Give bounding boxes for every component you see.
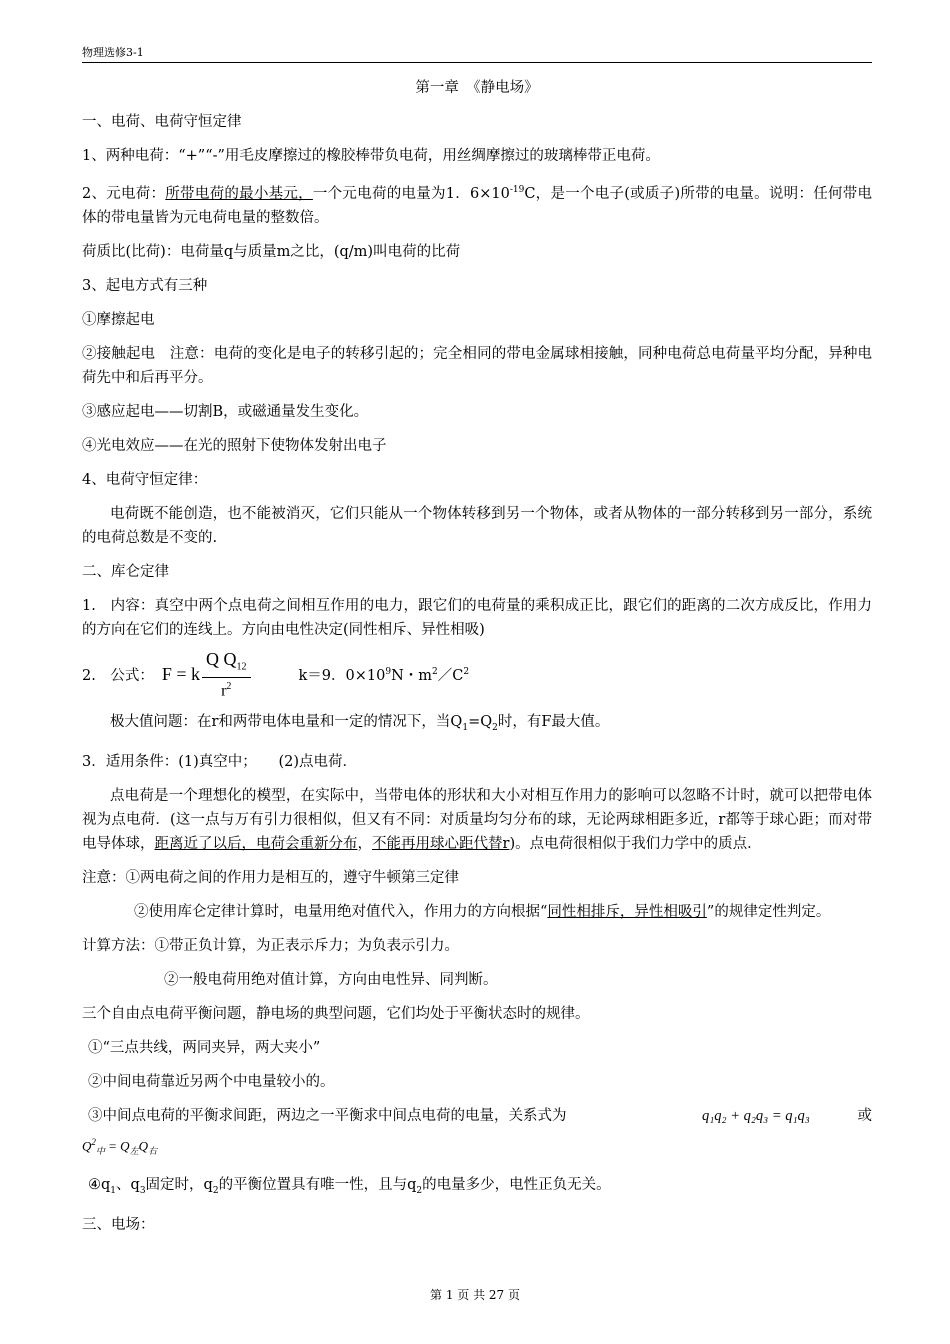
list-item-contact: ②接触起电 注意：电荷的变化是电子的转移引起的；完全相同的带电金属球相接触，同种电荷总电荷量平均分配，异种电荷先中和后再平分。 bbox=[82, 345, 872, 386]
underlined-text: 同性相排斥，异性相吸引 bbox=[547, 903, 707, 920]
relation-equation: q₁q₂ + q₂q₃ = q₁q₃ bbox=[702, 1107, 810, 1124]
relation-equation-2: $Q^2_中 = Q_左Q_右$ bbox=[82, 1136, 157, 1156]
document-body bbox=[82, 76, 872, 1247]
calc-method-1: 计算方法：①带正负计算，为正表示斥力；为负表示引力。 bbox=[82, 937, 459, 954]
section-heading-2: 二、库仑定律 bbox=[82, 563, 169, 580]
note-absolute-value: ②使用库仑定律计算时，电量用绝对值代入，作用力的方向根据“同性相排斥，异性相吸引”的规律定性判定。 bbox=[134, 903, 831, 920]
formula-label: 2. 公式： bbox=[82, 668, 154, 685]
underlined-text: 距离近了以后，电荷会重新分布 bbox=[154, 835, 358, 852]
paragraph-max-value: 极大值问题：在r和两带电体电量和一定的情况下，当$Q_1=Q_2$时，有F最大值。 bbox=[110, 713, 610, 733]
coulomb-constant: k＝9．$0\times 10^9N$・$m^2/C^2$ bbox=[298, 667, 470, 685]
formula-fraction bbox=[202, 649, 251, 701]
calc-method-2: ②一般电荷用绝对值计算，方向由电性异、同判断。 bbox=[164, 971, 498, 988]
coulomb-formula-row bbox=[82, 648, 872, 700]
underlined-text: 所带电荷的最小基元， bbox=[165, 185, 313, 202]
list-item-friction: ①摩擦起电 bbox=[82, 311, 155, 328]
section-heading-3: 三、电场： bbox=[82, 1216, 155, 1233]
underlined-text: 不能再用球心距代替r bbox=[372, 835, 510, 852]
header-text: 物理选修3-1 bbox=[82, 46, 144, 59]
paragraph-charging-methods: 3、起电方式有三种 bbox=[82, 277, 208, 294]
paragraph-two-charges: 1、两种电荷：“+”“-”用毛皮摩擦过的橡胶棒带负电荷，用丝绸摩擦过的玻璃棒带正电荷。 bbox=[82, 148, 660, 164]
list-item-induction: ③感应起电——切割B，或磁通量发生变化。 bbox=[82, 403, 369, 420]
paragraph-conditions: 3．适用条件：(1)真空中； (2)点电荷． bbox=[82, 753, 358, 770]
formula-denominator: $r^2$ bbox=[221, 681, 232, 700]
page-footer: 第 1 页 共 27 页 bbox=[430, 1288, 520, 1302]
paragraph-elementary-charge: 2、元电荷：所带电荷的最小基元，一个元电荷的电量为1．$6\times 10^{-19}C$，是一个电子(或质子)所带的电量。说明：任何带电体的带电量皆为元电荷电量的整数倍。 bbox=[82, 185, 872, 226]
paragraph-coulomb-content: 1. 内容：真空中两个点电荷之间相互作用的电力，跟它们的电荷量的乘积成正比，跟它们的距离的二次方成反比，作用力的方向在它们的连线上。方向由电性决定(同性相斥、异性相吸) bbox=[82, 597, 872, 638]
paragraph-three-charges: 三个自由点电荷平衡问题，静电场的典型问题，它们均处于平衡状态时的规律。 bbox=[82, 1005, 590, 1022]
paragraph-conservation-heading: 4、电荷守恒定律： bbox=[82, 471, 208, 488]
formula-lhs: F = k bbox=[161, 664, 201, 685]
page-header bbox=[82, 46, 872, 63]
section-heading-1: 一、电荷、电荷守恒定律 bbox=[82, 114, 242, 130]
rule-2: ②中间电荷靠近另两个中电量较小的。 bbox=[88, 1073, 335, 1090]
rule-3: ③中间点电荷的平衡求间距，两边之一平衡求中间点电荷的电量，关系式为 q₁q₂ + q₂q₃ = q₁q₃ 或 bbox=[82, 1104, 872, 1128]
chapter-title: 第一章 《静电场》 bbox=[415, 80, 539, 96]
paragraph-point-charge: 点电荷是一个理想化的模型，在实际中，当带电体的形状和大小对相互作用力的影响可以忽略不计时，就可以把带电体视为点电荷．(这一点与万有引力很相似，但又有不同：对质量均匀分布的球，无论两球相距多近，r都等于球心距；而对带电导体球，距离近了以后，电荷会重新分布，不能再用球心距代替r)。点电荷很相似于我们力学中的质点． bbox=[82, 787, 872, 852]
paragraph-conservation-law: 电荷既不能创造，也不能被消灭，它们只能从一个物体转移到另一个物体，或者从物体的一部分转移到另一部分，系统的电荷总数是不变的. bbox=[82, 505, 872, 546]
paragraph-charge-mass-ratio: 荷质比(比荷)：电荷量q与质量m之比，(q/m)叫电荷的比荷 bbox=[82, 243, 461, 260]
list-item-photoelectric: ④光电效应——在光的照射下使物体发射出电子 bbox=[82, 437, 387, 454]
formula-numerator: Q $Q_{12}$ bbox=[202, 649, 251, 679]
rule-1: ①“三点共线，两同夹异，两大夹小” bbox=[88, 1039, 321, 1056]
rule-4: $④q_1$、$q_3$固定时，$q_2$的平衡位置具有唯一性，且与$q_2$的电量多少，电性正负无关。 bbox=[88, 1176, 611, 1196]
note-newton-third-law: 注意：①两电荷之间的作用力是相互的，遵守牛顿第三定律 bbox=[82, 869, 459, 886]
